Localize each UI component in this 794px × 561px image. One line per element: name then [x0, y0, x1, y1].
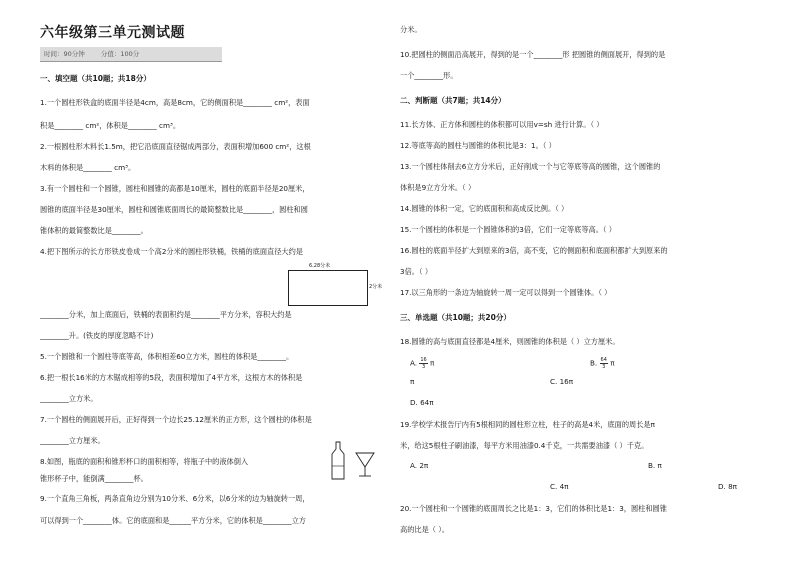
option-a: [410, 357, 434, 370]
score-label: 分值：100分: [100, 50, 140, 58]
question-line: 5.一个圆锥和一个圆柱等底等高，体积相差60立方米，圆柱的体积是________。: [40, 352, 294, 361]
question-line: 4.把下图所示的长方形铁皮卷成一个高2分米的圆柱形铁桶，铁桶的底面直径大约是: [40, 247, 303, 256]
question-line: 1.一个圆柱形铁盒的底面半径是4cm，高是8cm，它的侧面积是________ cm²，表面: [40, 98, 310, 107]
question-line: 11.长方体、正方体和圆柱的体积都可以用v=sh 进行计算。（ ）: [400, 120, 604, 129]
option-a: A. 2π: [410, 461, 429, 470]
question-line: 高的比是（ ）。: [400, 525, 449, 534]
question-line: ________立方厘米。: [40, 436, 105, 445]
rectangle-sheet-figure: [288, 270, 368, 306]
option-d: D. 64π: [410, 398, 434, 407]
question-line: 19.学校学术报告厅内有5根相同的圆柱形立柱，柱子的高是4米，底面的周长是π: [400, 420, 655, 429]
question-line: 锥体积的最简整数比是________。: [40, 226, 148, 235]
option-c: C. 4π: [550, 482, 569, 491]
question-line: 3.有一个圆柱和一个圆锥，圆柱和圆锥的高都是10厘米，圆柱的底面半径是20厘米，: [40, 184, 310, 193]
question-line: 16.圆柱的底面半径扩大到原来的3倍，高不变，它的侧面积和底面积都扩大到原来的: [400, 246, 668, 255]
question-line: 6.把一根长16米的方木锯成相等的5段，表面积增加了4平方米，这根方木的体积是: [40, 373, 303, 382]
question-line: ________升。(铁皮的厚度忽略不计): [40, 331, 154, 340]
page-title: 六年级第三单元测试题: [40, 25, 185, 41]
question-line: 木料的体积是________ cm³。: [40, 163, 136, 172]
question-line: 8.如图，瓶底的面积和锥形杯口的面积相等，将瓶子中的液体倒入: [40, 457, 249, 466]
question-line: 9.一个直角三角板，两条直角边分别为10分米、6分米，以6分米的边为轴旋转一周，: [40, 494, 310, 503]
question-line: 积是________ cm²，体积是________ cm³。: [40, 121, 181, 130]
question-line: 米，给这5根柱子刷油漆，每平方米用油漆0.4千克，一共需要油漆（ ）千克。: [400, 441, 649, 450]
question-line: ________立方米。: [40, 394, 98, 403]
rect-side-label: 2分米: [369, 284, 383, 290]
question-line: 12.等底等高的圆柱与圆锥的体积比是3：1。（ ）: [400, 141, 556, 150]
time-score-bar: [40, 47, 222, 62]
question-line: 2.一根圆柱形木料长1.5m，把它沿底面直径锯成两部分，表面积增加600 cm²，这根: [40, 142, 311, 151]
fraction: $\frac{64}{3}$: [600, 357, 607, 370]
rect-top-label: 6.28分米: [309, 263, 331, 269]
question-line: 18.圆锥的高与底面直径都是4厘米，则圆锥的体积是（ ）立方厘米。: [400, 337, 620, 346]
left-column: [40, 0, 388, 561]
question-line: 13.一个圆柱体削去6立方分米后，正好削成一个与它等底等高的圆锥，这个圆锥的: [400, 162, 661, 171]
question-line: 20.一个圆柱和一个圆锥的底面周长之比是1：3，它们的体积比是1：3，圆柱和圆锥: [400, 504, 667, 513]
bottle-and-cup-figure: [326, 440, 386, 480]
section-heading-single-choice: 三、单选题（共10题；共20分）: [400, 313, 511, 322]
question-line: 3倍。（ ）: [400, 267, 433, 276]
option-b-pi-wrap: π: [410, 377, 415, 386]
question-line: 17.以三角形的一条边为轴旋转一周一定可以得到一个圆锥体。（ ）: [400, 288, 612, 297]
pi-symbol: π: [430, 358, 435, 368]
question-line: 14.圆锥的体积一定，它的底面积和高成反比例。（ ）: [400, 204, 569, 213]
question-line: 锥形杯子中，能倒满________杯。: [40, 474, 148, 483]
option-b: [590, 357, 615, 370]
question-line: 圆锥的底面半径是30厘米，圆柱和圆锥底面周长的最简整数比是________，圆柱和圆: [40, 205, 308, 214]
fraction: $\frac{16}{3}$: [420, 357, 427, 370]
right-column: [400, 0, 756, 561]
option-d: D. 8π: [718, 482, 738, 491]
question-line: 可以得到一个________体。它的底面和是______平方分米，它的体积是________立方: [40, 516, 306, 525]
question-line: 7.一个圆柱的侧面展开后，正好得到一个边长25.12厘米的正方形，这个圆柱的体积是: [40, 415, 312, 424]
question-line: 体积是9立方分米。（ ）: [400, 183, 476, 192]
question-line: 分米。: [400, 25, 422, 34]
option-b: B. π: [648, 461, 662, 470]
option-a-label: A.: [410, 358, 418, 368]
question-line: 15.一个圆柱的体积是一个圆锥体积的3倍，它们一定等底等高。（ ）: [400, 225, 616, 234]
section-heading-fill-blank: 一、填空题（共10题；共18分）: [40, 74, 151, 83]
question-line: 一个________形。: [400, 71, 458, 80]
question-line: ________分米，加上底面后，铁桶的表面积约是________平方分米，容积大约是: [40, 310, 292, 319]
option-b-label: B.: [590, 358, 598, 368]
section-heading-true-false: 二、判断题（共7题；共14分）: [400, 96, 506, 105]
option-c: C. 16π: [550, 377, 574, 386]
time-label: 时间：90分钟: [44, 50, 85, 58]
question-line: 10.把圆柱的侧面沿高展开，得到的是一个________形 把圆锥的侧面展开，得到的是: [400, 50, 666, 59]
pi-symbol: π: [610, 358, 615, 368]
